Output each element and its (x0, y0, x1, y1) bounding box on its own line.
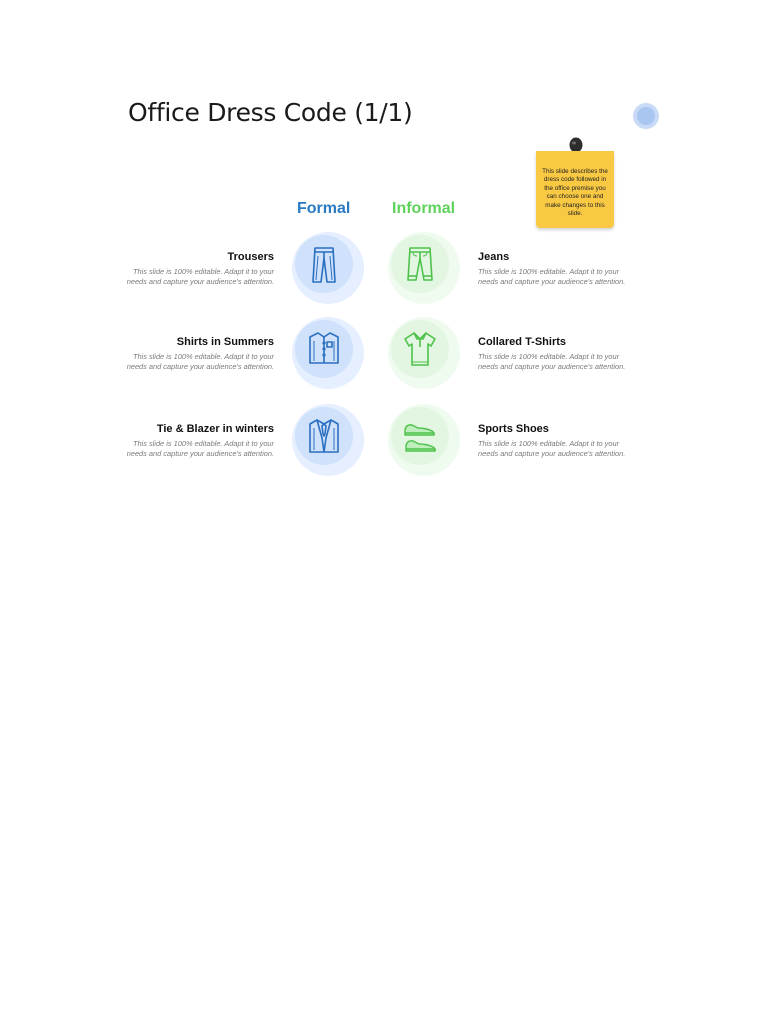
formal-item-desc: This slide is 100% editable. Adapt it to your needs and capture your audience's attention. (126, 267, 274, 286)
sports-shoes-badge (388, 404, 460, 476)
sticky-note (536, 151, 614, 228)
informal-item-title: Jeans (478, 251, 510, 263)
shirt-icon (304, 327, 344, 371)
trousers-icon (304, 242, 344, 286)
formal-item-desc: This slide is 100% editable. Adapt it to your needs and capture your audience's attention. (126, 439, 274, 458)
polo-shirt-badge (388, 317, 460, 389)
formal-item-desc: This slide is 100% editable. Adapt it to your needs and capture your audience's attention. (126, 352, 274, 371)
jeans-icon (400, 242, 440, 286)
jeans-badge (388, 232, 460, 304)
informal-item-title: Collared T-Shirts (478, 336, 567, 348)
formal-item-title: Shirts in Summers (176, 336, 274, 348)
blazer-badge (292, 404, 364, 476)
blazer-icon (304, 414, 344, 458)
trousers-badge (292, 232, 364, 304)
decorative-dot (633, 103, 659, 129)
informal-heading: Informal (392, 200, 456, 217)
polo-shirt-icon (400, 327, 440, 371)
formal-heading: Formal (297, 200, 351, 217)
informal-item-title: Sports Shoes (478, 423, 549, 435)
formal-item-title: Trousers (227, 251, 274, 263)
sports-shoes-icon (400, 414, 440, 458)
informal-item-desc: This slide is 100% editable. Adapt it to your needs and capture your audience's attention. (478, 267, 626, 286)
informal-item-desc: This slide is 100% editable. Adapt it to your needs and capture your audience's attention. (478, 352, 626, 371)
sticky-note-text: This slide describes the dress code followed in the office premise you can choose one and make changes to this slide. (542, 168, 608, 218)
informal-item-desc: This slide is 100% editable. Adapt it to your needs and capture your audience's attention. (478, 439, 626, 458)
shirt-badge (292, 317, 364, 389)
formal-item-title: Tie & Blazer in winters (156, 423, 274, 435)
page-title: Office Dress Code (1/1) (128, 98, 413, 127)
